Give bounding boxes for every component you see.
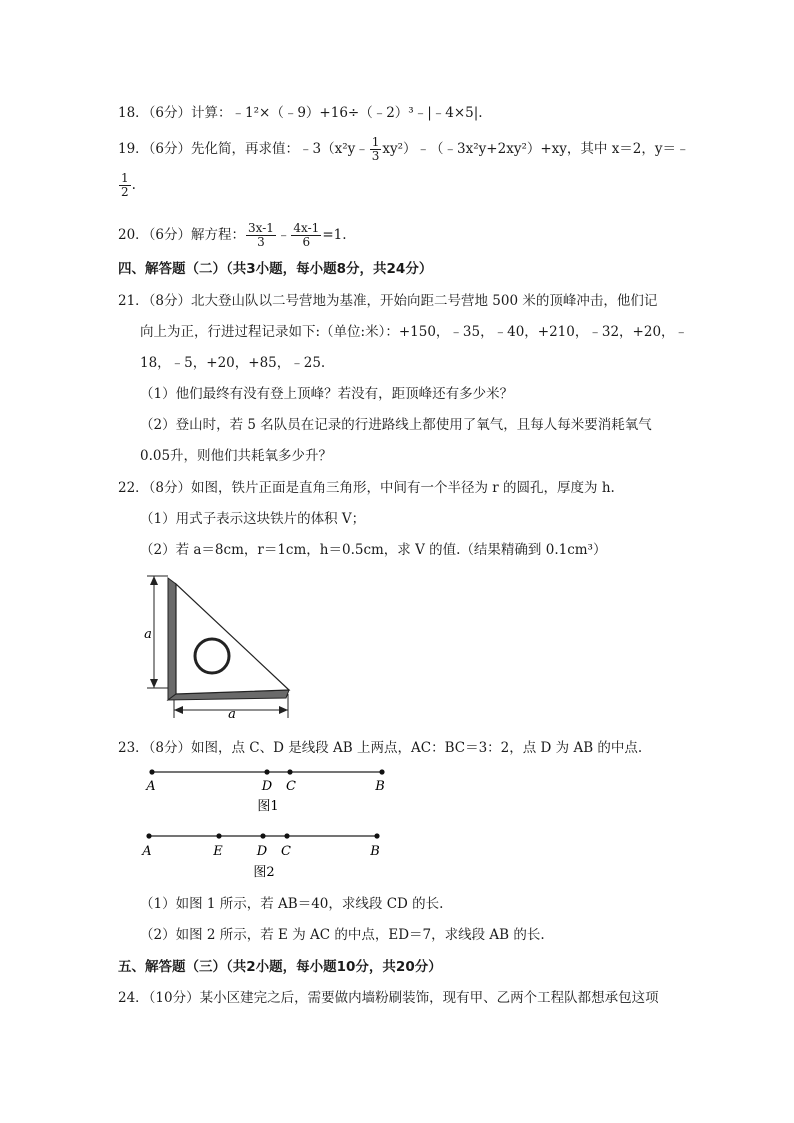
question-21-sub2a: （2）登山时，若 5 名队员在记录的行进路线上都使用了氧气，且每人每米要消耗氧气 xyxy=(140,417,652,433)
triangle-plate-figure xyxy=(138,572,303,722)
label-C: C xyxy=(286,779,296,794)
label-a-vertical: a xyxy=(144,627,152,642)
question-23-sub2: （2）如图 2 所示，若 E 为 AC 的中点，ED＝7，求线段 AB 的长. xyxy=(140,927,545,943)
point-e xyxy=(216,833,221,838)
question-20: 20．（6分）解方程： $\frac{3x-1}{3}$ ﹣ $\frac{4x-1}{6}$ =1. xyxy=(118,221,347,249)
point-c xyxy=(284,833,289,838)
question-22-line1: 22．（8分）如图，铁片正面是直角三角形，中间有一个半径为 r 的圆孔，厚度为 h. xyxy=(118,480,615,496)
label-C: C xyxy=(281,844,291,859)
point-d xyxy=(264,769,269,774)
q19-tail-fraction: $\frac{1}{2}$ xyxy=(121,171,129,199)
label-B: B xyxy=(370,844,380,859)
q20-fraction-1: $\frac{3x-1}{3}$ xyxy=(248,221,274,249)
point-b xyxy=(374,833,379,838)
question-21-sub1: （1）他们最终有没有登上顶峰？若没有，距顶峰还有多少米？ xyxy=(140,386,514,402)
question-19-tail: $\frac{1}{2}$ . xyxy=(121,171,136,199)
q20-fraction-2: $\frac{4x-1}{6}$ xyxy=(293,221,320,249)
label-A: A xyxy=(146,779,156,794)
q19-mid: xy²）﹣（﹣3x²y+2xy²）+xy，其中 x＝2，y＝﹣ xyxy=(382,141,690,157)
point-d xyxy=(260,833,265,838)
question-22-sub2: （2）若 a＝8cm，r＝1cm，h＝0.5cm，求 V 的值.（结果精确到 0.1cm³） xyxy=(140,542,607,558)
question-18: 18．（6分）计算：﹣1²×（﹣9）+16÷（﹣2）³﹣|﹣4×5|. xyxy=(118,105,483,121)
point-a xyxy=(146,833,151,838)
q19-fraction: $\frac{1}{3}$ xyxy=(371,135,380,163)
section-5-heading: 五、解答题（三）（共2小题，每小题10分，共20分） xyxy=(118,959,442,975)
question-21-line3: 18，﹣5，+20，+85，﹣25. xyxy=(140,355,326,371)
question-21-sub2b: 0.05升，则他们共耗氧多少升？ xyxy=(140,448,333,464)
label-D: D xyxy=(256,844,268,859)
label-D: D xyxy=(261,779,273,794)
label-A: A xyxy=(142,844,152,859)
label-a-horizontal: a xyxy=(228,707,236,722)
question-21-line2: 向上为正，行进过程记录如下:（单位:米）：+150，﹣35，﹣40，+210，﹣32，+20，﹣ xyxy=(140,324,689,340)
question-23-sub1: （1）如图 1 所示，若 AB＝40，求线段 CD 的长. xyxy=(140,896,444,912)
point-b xyxy=(379,769,384,774)
figure-1-caption: 图1 xyxy=(257,799,279,814)
segment-figure-2 xyxy=(136,828,396,880)
question-24-line1: 24．（10分）某小区建完之后，需要做内墙粉刷装饰，现有甲、乙两个工程队都想承包这项 xyxy=(118,990,659,1006)
segment-figure-1 xyxy=(140,764,400,814)
question-22-sub1: （1）用式子表示这块铁片的体积 V； xyxy=(140,511,366,527)
label-E: E xyxy=(213,844,223,859)
question-19 xyxy=(118,136,690,163)
q19-prefix: 19．（6分）先化简，再求值：﹣3（x²y﹣ xyxy=(118,141,369,157)
point-c xyxy=(287,769,292,774)
question-21-line1: 21．（8分）北大登山队以二号营地为基准，开始向距二号营地 500 米的顶峰冲击，他们记 xyxy=(118,293,658,309)
question-23-line1: 23．（8分）如图，点 C、D 是线段 AB 上两点，AC：BC＝3：2，点 D 为 AB 的中点. xyxy=(118,740,643,756)
label-B: B xyxy=(375,779,385,794)
figure-2-caption: 图2 xyxy=(253,865,275,880)
section-4-heading: 四、解答题（二）（共3小题，每小题8分，共24分） xyxy=(118,261,433,277)
point-a xyxy=(149,769,154,774)
